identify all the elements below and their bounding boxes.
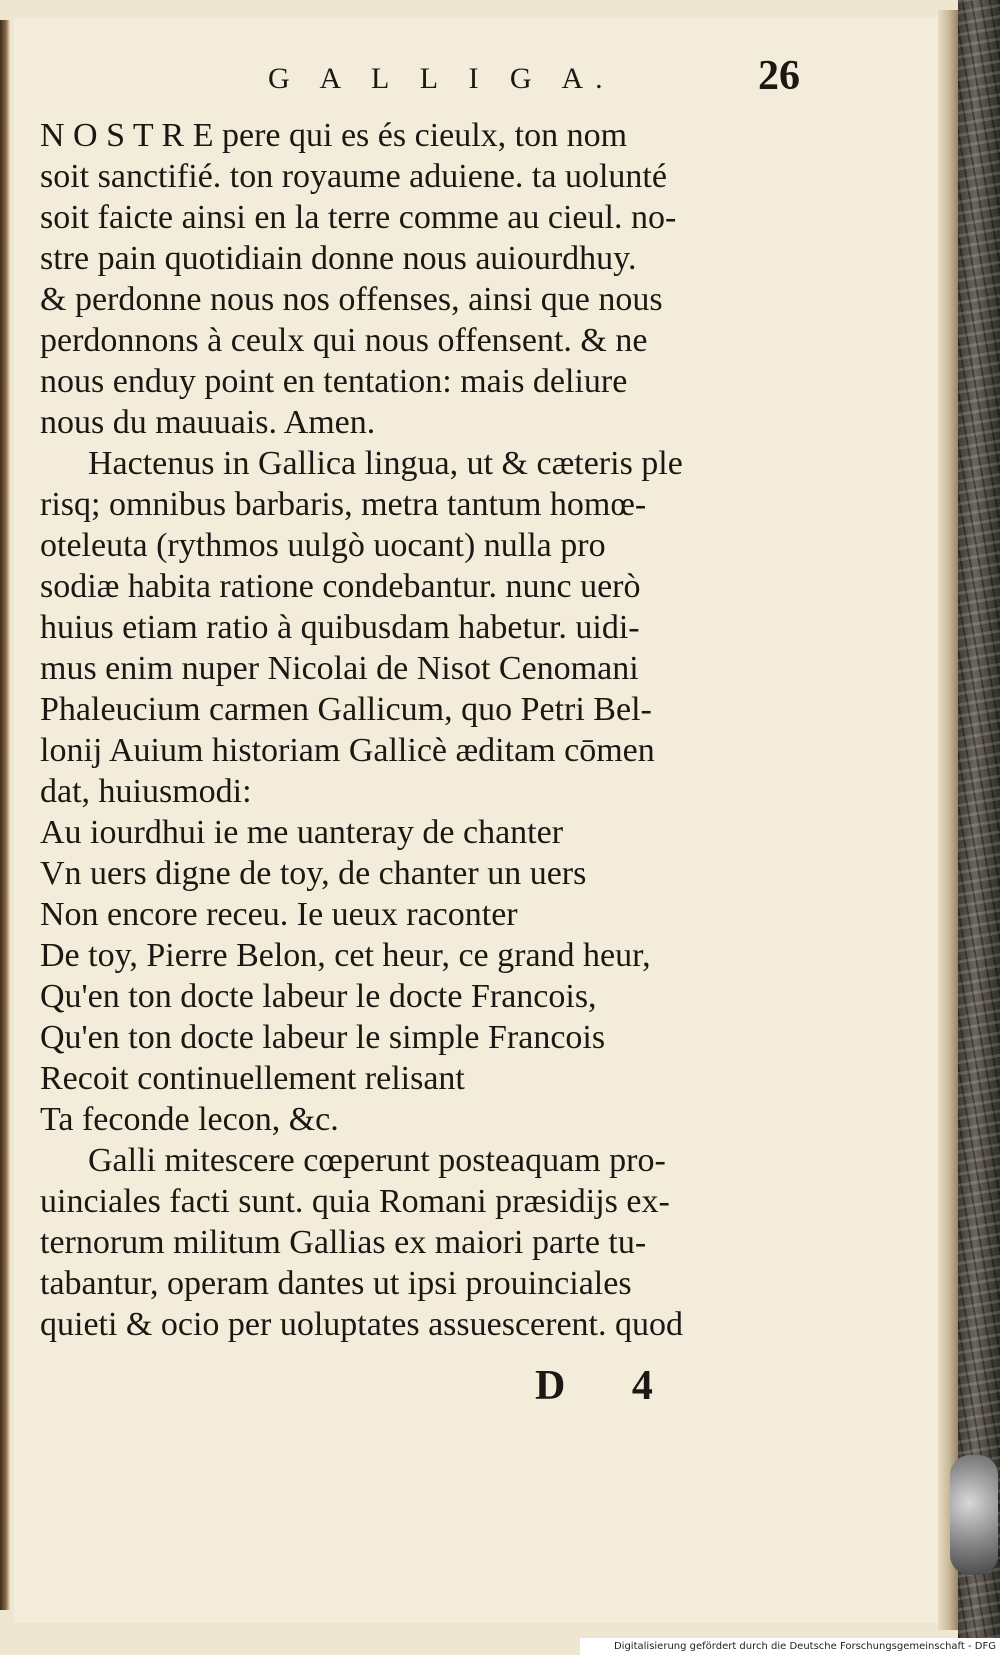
text-line: Galli mitescere cœperunt posteaquam pro- xyxy=(88,1142,666,1179)
text-line: nous du mauuais. Amen. xyxy=(40,404,376,441)
digitization-credit: Digitalisierung gefördert durch die Deutsche Forschungsgemeinschaft - DFG xyxy=(580,1638,1000,1655)
text-line: dat, huiusmodi: xyxy=(40,773,252,810)
verse-line: Vn uers digne de toy, de chanter un uers xyxy=(40,855,587,892)
running-head: G A L L I G A. xyxy=(268,62,615,95)
text-line: huius etiam ratio à quibusdam habetur. uidi- xyxy=(40,609,640,646)
verse-line: Qu'en ton docte labeur le simple Francois xyxy=(40,1019,606,1056)
verse-line: Au iourdhui ie me uanteray de chanter xyxy=(40,814,564,851)
text-line: ternorum militum Gallias ex maiori parte tu- xyxy=(40,1224,647,1261)
metal-clasp xyxy=(950,1455,998,1575)
text-line: mus enim nuper Nicolai de Nisot Cenomani xyxy=(40,650,639,687)
signature-mark: D 4 xyxy=(535,1363,681,1409)
text-line: stre pain quotidiain donne nous auiourdhuy. xyxy=(40,240,637,277)
text-line: sodiæ habita ratione condebantur. nunc uerò xyxy=(40,568,641,605)
text-line: Hactenus in Gallica lingua, ut & cæteris ple xyxy=(88,445,683,482)
left-page-edge xyxy=(0,20,10,1610)
verse-line: Ta feconde lecon, &c. xyxy=(40,1101,339,1138)
text-line: soit faicte ainsi en la terre comme au cieul. no- xyxy=(40,199,677,236)
text-line: nous enduy point en tentation: mais deliure xyxy=(40,363,628,400)
text-line: N O S T R E pere qui es és cieulx, ton nom xyxy=(40,117,628,154)
verse-line: Recoit continuellement relisant xyxy=(40,1060,465,1097)
text-line: Phaleucium carmen Gallicum, quo Petri Bel- xyxy=(40,691,652,728)
text-line: quieti & ocio per uoluptates assuescerent. quod xyxy=(40,1306,683,1343)
body-text xyxy=(40,115,760,1345)
text-line: soit sanctifié. ton royaume aduiene. ta uolunté xyxy=(40,158,667,195)
page-number: 26 xyxy=(758,53,800,99)
verse-line: Qu'en ton docte labeur le docte Francois, xyxy=(40,978,597,1015)
text-line: tabantur, operam dantes ut ipsi prouinciales xyxy=(40,1265,632,1302)
right-page-edge xyxy=(938,10,960,1630)
text-line: & perdonne nous nos offenses, ainsi que nous xyxy=(40,281,663,318)
text-line: risq; omnibus barbaris, metra tantum homœ- xyxy=(40,486,647,523)
text-line: lonij Auium historiam Gallicè æditam cōmen xyxy=(40,732,655,769)
text-line: oteleuta (rythmos uulgò uocant) nulla pro xyxy=(40,527,606,564)
verse-line: De toy, Pierre Belon, cet heur, ce grand heur, xyxy=(40,937,651,974)
text-line: uinciales facti sunt. quia Romani præsidijs ex- xyxy=(40,1183,670,1220)
text-line: perdonnons à ceulx qui nous offensent. & ne xyxy=(40,322,648,359)
verse-line: Non encore receu. Ie ueux raconter xyxy=(40,896,518,933)
book-binding xyxy=(958,0,1000,1640)
